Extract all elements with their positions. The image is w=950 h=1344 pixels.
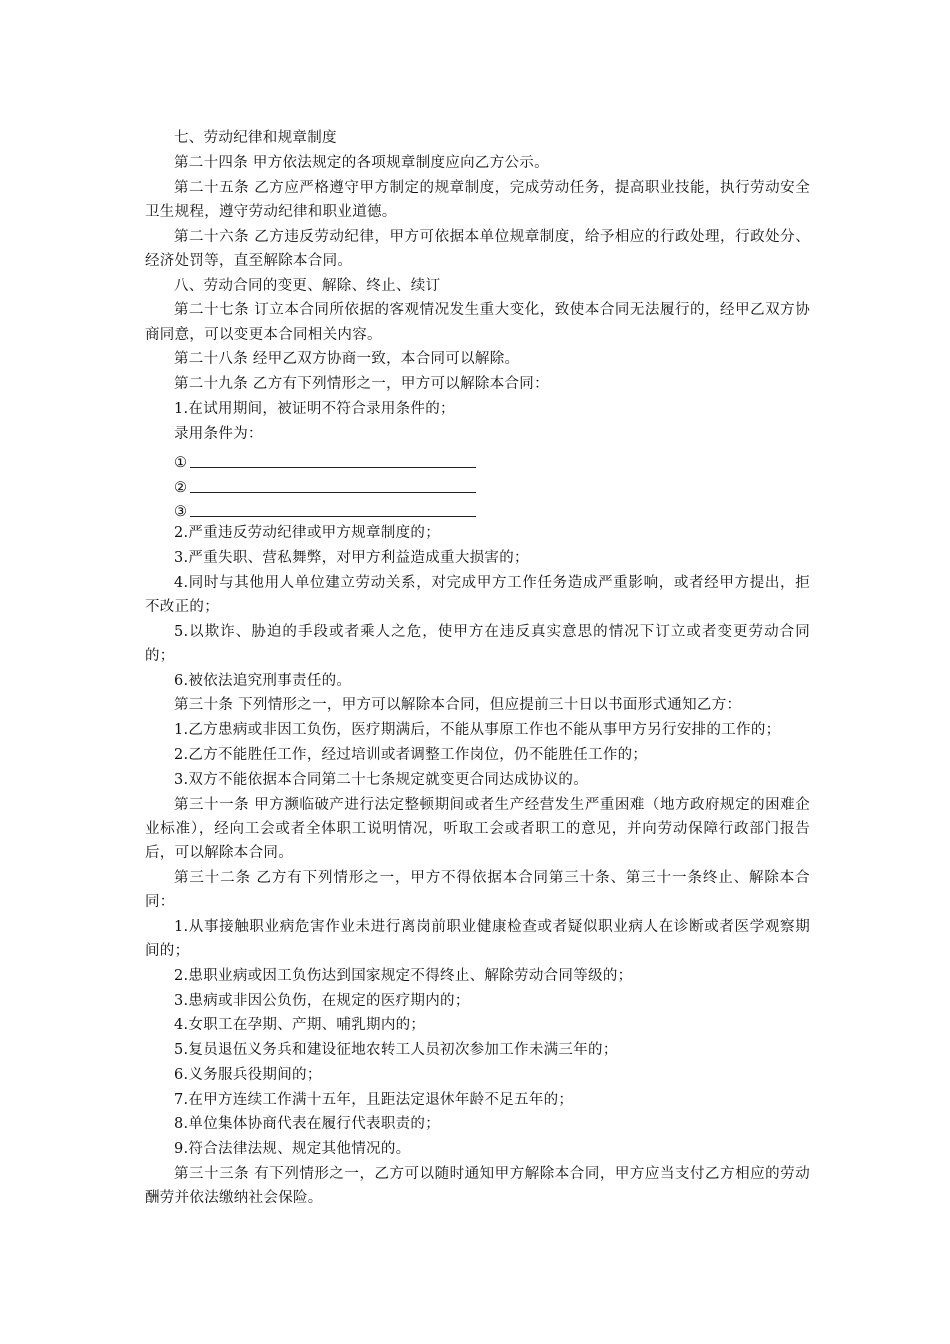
employment-conditions-blanks — [145, 447, 810, 521]
blank-underline — [190, 474, 476, 493]
paragraph: 第三十三条 有下列情形之一，乙方可以随时通知甲方解除本合同，甲方应当支付乙方相应的劳动酬劳并依法缴纳社会保险。 — [145, 1166, 810, 1207]
paragraph: 6.被依法追究刑事责任的。 — [174, 672, 352, 689]
paragraph: 7.在甲方连续工作满十五年，且距法定退休年龄不足五年的； — [174, 1091, 574, 1108]
paragraph: 4.同时与其他用人单位建立劳动关系，对完成甲方工作任务造成严重影响，或者经甲方提出，拒不改正的； — [145, 574, 810, 615]
paragraph: 八、劳动合同的变更、解除、终止、续订 — [174, 277, 441, 294]
fill-in-blank-line — [145, 447, 810, 471]
paragraph: 录用条件为： — [174, 425, 263, 442]
paragraph: 第三十条 下列情形之一，甲方可以解除本合同，但应提前三十日以书面形式通知乙方： — [174, 697, 742, 714]
paragraph: 第二十六条 乙方违反劳动纪律，甲方可依据本单位规章制度，给予相应的行政处理，行政处分、经济处罚等，直至解除本合同。 — [145, 228, 810, 269]
paragraph: 第二十九条 乙方有下列情形之一，甲方可以解除本合同： — [174, 376, 549, 393]
paragraph: 2.严重违反劳动纪律或甲方规章制度的； — [174, 524, 441, 541]
paragraph: 3.严重失职、营私舞弊，对甲方利益造成重大损害的； — [174, 549, 529, 566]
paragraph: 1.在试用期间，被证明不符合录用条件的； — [174, 400, 455, 417]
paragraph: 5.以欺诈、胁迫的手段或者乘人之危，使甲方在违反真实意思的情况下订立或者变更劳动合同的； — [145, 623, 810, 664]
paragraph: 第二十七条 订立本合同所依据的客观情况发生重大变化，致使本合同无法履行的，经甲乙双方协商同意，可以变更本合同相关内容。 — [145, 302, 810, 343]
blank-number: ① — [174, 454, 187, 471]
blank-number: ② — [174, 479, 187, 496]
paragraph: 9.符合法律法规、规定其他情况的。 — [174, 1141, 411, 1158]
paragraph: 3.患病或非因公负伤，在规定的医疗期内的； — [174, 992, 470, 1009]
paragraph: 第二十八条 经甲乙双方协商一致，本合同可以解除。 — [174, 351, 520, 368]
paragraph: 第三十二条 乙方有下列情形之一，甲方不得依据本合同第三十条、第三十一条终止、解除本合同： — [145, 869, 810, 910]
blank-number: ③ — [174, 504, 187, 521]
paragraph: 2.乙方不能胜任工作，经过培训或者调整工作岗位，仍不能胜任工作的； — [174, 746, 648, 763]
paragraph: 3.双方不能依据本合同第二十七条规定就变更合同达成协议的。 — [174, 771, 589, 788]
paragraph: 第二十五条 乙方应严格遵守甲方制定的规章制度，完成劳动任务，提高职业技能，执行劳动安全卫生规程，遵守劳动纪律和职业道德。 — [145, 179, 810, 220]
blank-underline — [190, 449, 476, 468]
fill-in-blank-line — [145, 496, 810, 520]
paragraph: 七、劳动纪律和规章制度 — [174, 130, 337, 146]
paragraph: 4.女职工在孕期、产期、哺乳期内的； — [174, 1017, 426, 1034]
paragraph: 第二十四条 甲方依法规定的各项规章制度应向乙方公示。 — [174, 154, 549, 171]
paragraph: 2.患职业病或因工负伤达到国家规定不得终止、解除劳动合同等级的； — [174, 967, 633, 984]
paragraph: 1.从事接触职业病危害作业未进行离岗前职业健康检查或者疑似职业病人在诊断或者医学观察期间的； — [145, 918, 810, 959]
blank-underline — [190, 498, 476, 517]
fill-in-blank-line — [145, 471, 810, 495]
document-body-part1 — [145, 126, 810, 446]
paragraph: 8.单位集体协商代表在履行代表职责的； — [174, 1116, 441, 1133]
paragraph: 第三十一条 甲方濒临破产进行法定整顿期间或者生产经营发生严重困难（地方政府规定的困难企业标准），经向工会或者全体职工说明情况，听取工会或者职工的意见，并向劳动保障行政部门报告后，可以解除本合同。 — [145, 796, 810, 861]
document-body-part2 — [145, 521, 810, 1211]
paragraph: 5.复员退伍义务兵和建设征地农转工人员初次参加工作未满三年的； — [174, 1042, 618, 1059]
paragraph: 1.乙方患病或非因工负伤，医疗期满后，不能从事原工作也不能从事甲方另行安排的工作的； — [174, 722, 781, 739]
paragraph: 6.义务服兵役期间的； — [174, 1066, 322, 1083]
